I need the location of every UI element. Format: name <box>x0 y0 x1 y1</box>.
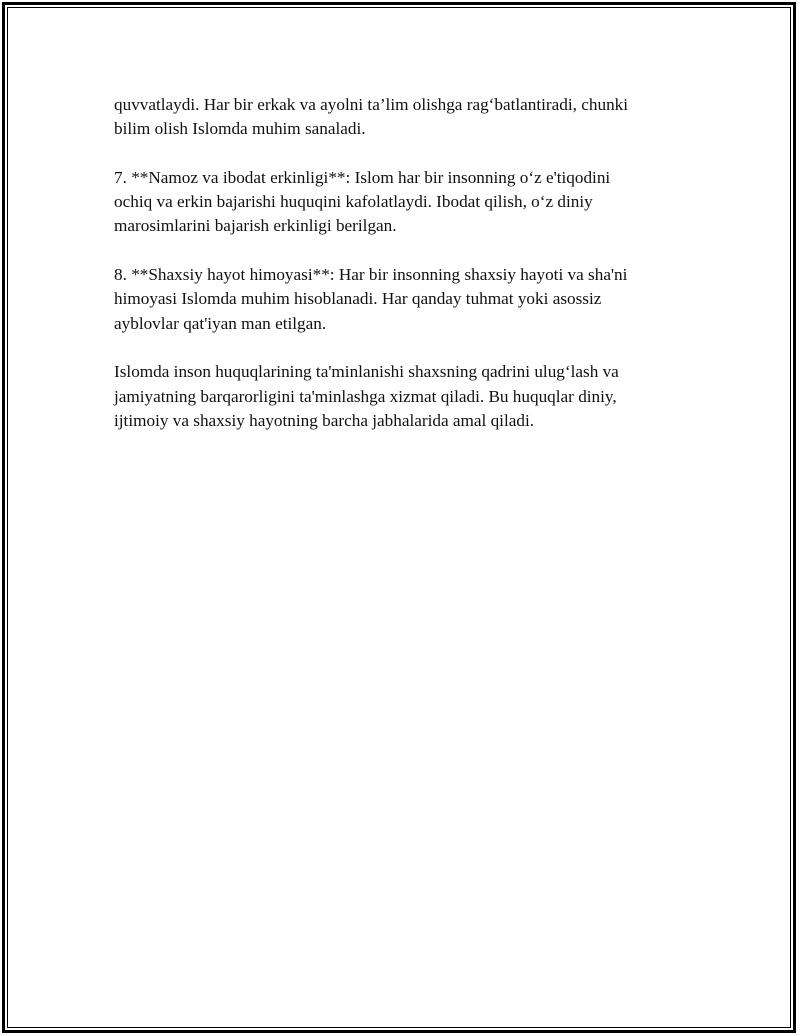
paragraph-conclusion: Islomda inson huquqlarining ta'minlanishi shaxsning qadrini ulug‘lash va jamiyatning barqarorligini ta'minlashga xizmat qiladi. Bu huquqlar diniy, ijtimoiy va shaxsiy hayotning barcha jabhalarida amal qiladi. <box>114 362 619 430</box>
document-body <box>114 93 694 457</box>
paragraph-education-continuation: quvvatlaydi. Har bir erkak va ayolni ta’lim olishga rag‘batlantiradi, chunki bilim olish Islomda muhim sanaladi. <box>114 95 629 139</box>
paragraph-privacy-protection: 8. **Shaxsiy hayot himoyasi**: Har bir insonning shaxsiy hayoti va sha'ni himoyasi Islomda muhim hisoblanadi. Har qanday tuhmat yoki asossiz ayblovlar qat'iyan man etilgan. <box>114 265 628 333</box>
paragraph-worship-freedom: 7. **Namoz va ibodat erkinligi**: Islom har bir insonning o‘z e'tiqodini ochiq va erkin bajarishi huquqini kafolatlaydi. Ibodat qilish, o‘z diniy marosimlarini bajarish erkinligi berilgan. <box>114 167 611 236</box>
